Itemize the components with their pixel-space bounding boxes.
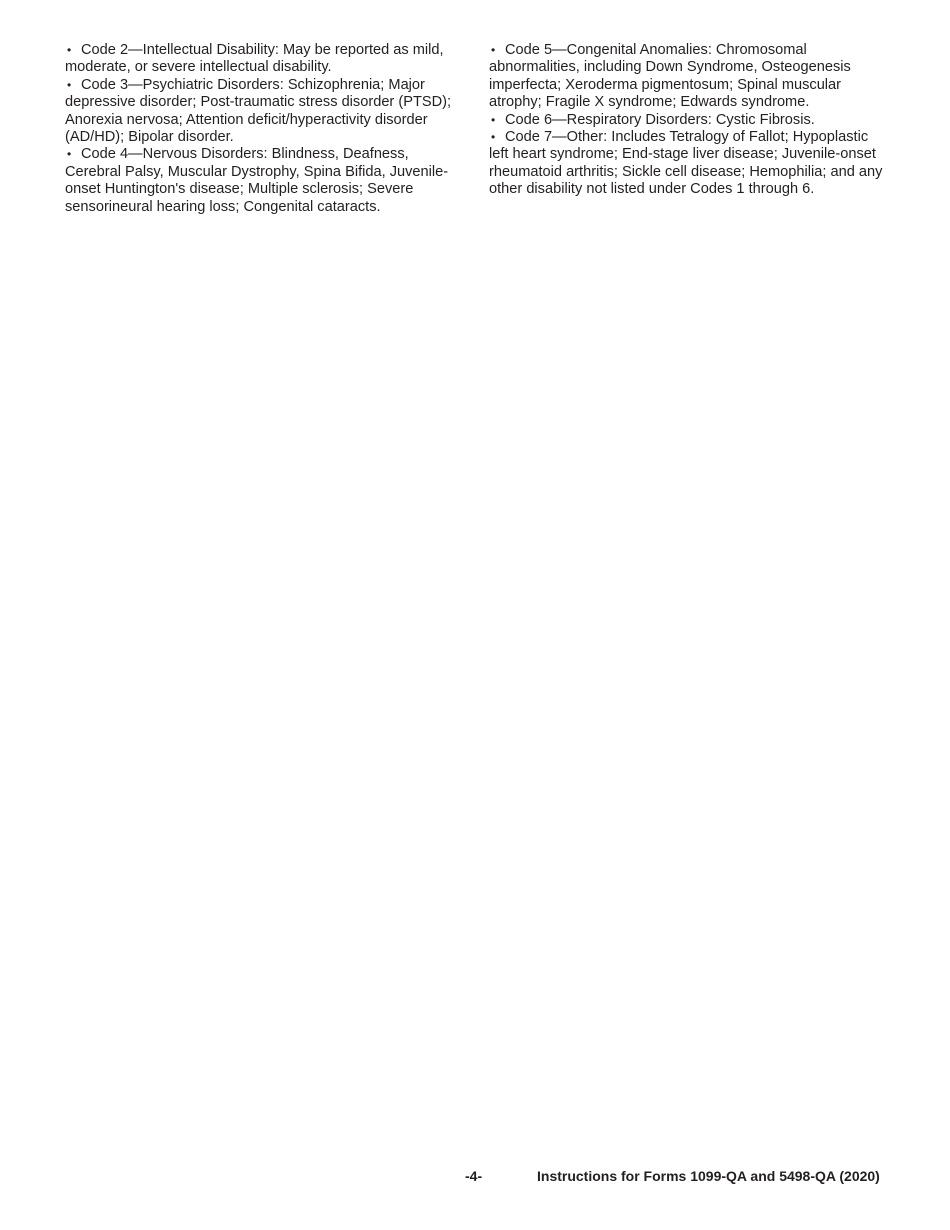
item-text: Code 6—Respiratory Disorders: Cystic Fibrosis. <box>505 111 815 128</box>
bullet-icon: • <box>67 147 72 162</box>
item-text: Code 4—Nervous Disorders: Blindness, Deafness, Cerebral Palsy, Muscular Dystrophy, Spina Bifida, Juvenile-onset Huntington's disease; Multiple sclerosis; Severe sensorineural hearing loss; Congenital cataracts. <box>65 146 449 215</box>
list-item-code-4 <box>65 146 465 216</box>
list-item-code-3 <box>65 77 465 147</box>
list-item-code-7 <box>489 129 889 199</box>
bullet-icon: • <box>67 77 72 92</box>
right-column <box>489 42 889 199</box>
list-item-code-2 <box>65 42 465 77</box>
item-text: Code 2—Intellectual Disability: May be reported as mild, moderate, or severe intellectual disability. <box>65 42 444 76</box>
item-text: Code 5—Congenital Anomalies: Chromosomal abnormalities, including Down Syndrome, Osteogenesis imperfecta; Xeroderma pigmentosum; Spinal muscular atrophy; Fragile X syndrome; Edwards syndrome. <box>489 42 851 111</box>
item-text: Code 7—Other: Includes Tetralogy of Fallot; Hypoplastic left heart syndrome; End-stage liver disease; Juvenile-onset rheumatoid arthritis; Sickle cell disease; Hemophilia; and any other disability not listed under Codes 1 through 6. <box>489 129 883 198</box>
left-column <box>65 42 465 216</box>
list-item-code-5 <box>489 42 889 112</box>
bullet-icon: • <box>491 130 496 145</box>
item-text: Code 3—Psychiatric Disorders: Schizophrenia; Major depressive disorder; Post-traumatic stress disorder (PTSD); Anorexia nervosa; Attention deficit/hyperactivity disorder (AD/HD); Bipolar disorder. <box>65 76 452 146</box>
bullet-icon: • <box>491 43 496 57</box>
bullet-icon: • <box>67 43 72 57</box>
bullet-icon: • <box>491 112 496 127</box>
page-number: -4- <box>465 1168 483 1184</box>
list-item-code-6 <box>489 112 889 129</box>
footer-title: Instructions for Forms 1099-QA and 5498-QA (2020) <box>537 1168 880 1184</box>
